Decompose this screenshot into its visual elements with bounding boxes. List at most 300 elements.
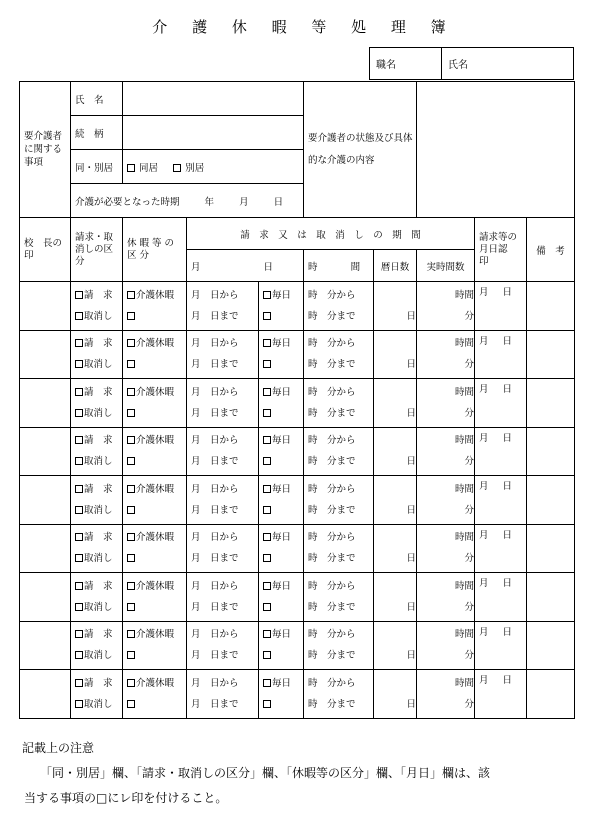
day-header: 日 [263,261,274,273]
other-leave-checkbox[interactable] [127,700,135,708]
request-checkbox[interactable] [75,485,83,493]
leave-row [20,282,575,331]
request-label: 請 求 [84,386,113,398]
rdate-month: 月 [479,481,489,492]
every-day-blank-checkbox[interactable] [263,409,271,417]
every-day-checkbox[interactable] [263,630,271,638]
cancel-label: 取消し [84,601,113,613]
calendar-days-cell[interactable] [374,573,417,622]
other-leave-checkbox[interactable] [127,554,135,562]
care-recipient-section-label: 要介護者に関する事項 [20,82,71,218]
actual-hours-cell[interactable] [417,282,475,331]
request-cancel-cell [71,330,123,379]
request-checkbox[interactable] [75,533,83,541]
care-leave-checkbox[interactable] [127,339,135,347]
calendar-days-cell[interactable] [374,330,417,379]
hours-unit: 時間 [455,580,475,592]
request-date-cell[interactable] [475,573,527,622]
request-cancel-cell [71,524,123,573]
living-options [123,150,304,184]
request-date-header: 請求等の月日認 印 [475,218,527,282]
cancel-label: 取消し [84,650,113,662]
cancel-checkbox[interactable] [75,360,83,368]
days-unit: 日 [406,553,417,565]
care-leave-label: 介護休暇 [136,289,175,301]
date-range-cell[interactable] [187,670,259,719]
to-date: 月 日まで [191,650,239,662]
care-leave-label: 介護休暇 [136,580,175,592]
other-leave-checkbox[interactable] [127,360,135,368]
to-date: 月 日まで [191,407,239,419]
calendar-days-cell[interactable] [374,524,417,573]
care-leave-checkbox[interactable] [127,436,135,444]
to-time: 時 分まで [308,359,356,371]
to-date: 月 日まで [191,601,239,613]
need-period-row [71,184,304,218]
request-date-cell[interactable] [475,330,527,379]
calendar-days-cell[interactable] [374,379,417,428]
every-day-blank-checkbox[interactable] [263,554,271,562]
name-label: 氏 名 [71,82,123,116]
rdate-day: 日 [502,626,513,638]
every-day-checkbox[interactable] [263,291,271,299]
rdate-month: 月 [479,578,489,589]
to-time: 時 分まで [308,504,356,516]
name-field[interactable] [123,82,304,116]
principal-seal-cell[interactable] [20,476,71,525]
principal-seal-cell[interactable] [20,282,71,331]
to-time: 時 分まで [308,407,356,419]
other-leave-checkbox[interactable] [127,506,135,514]
actual-hours-cell[interactable] [417,330,475,379]
request-checkbox[interactable] [75,388,83,396]
actual-hours-cell[interactable] [417,427,475,476]
cancel-checkbox[interactable] [75,409,83,417]
leave-row [20,573,575,622]
living-label: 同・別居 [71,150,123,184]
request-cancel-cell [71,621,123,670]
minutes-unit: 分 [464,359,475,371]
rdate-day: 日 [502,287,513,298]
hours-unit: 時間 [455,629,475,641]
to-date: 月 日まで [191,553,239,565]
minutes-unit: 分 [464,601,475,613]
request-cancel-cell [71,427,123,476]
every-day-blank-checkbox[interactable] [263,457,271,465]
every-day-cell [259,379,304,428]
request-label: 請 求 [84,532,113,544]
from-time: 時 分から [308,386,356,398]
request-cancel-cell [71,282,123,331]
from-date: 月 日から [191,289,239,301]
every-day-blank-checkbox[interactable] [263,651,271,659]
cancel-checkbox[interactable] [75,312,83,320]
date-range-cell[interactable] [187,282,259,331]
cancel-checkbox[interactable] [75,603,83,611]
to-date: 月 日まで [191,504,239,516]
request-checkbox[interactable] [75,630,83,638]
care-leave-label: 介護休暇 [136,677,175,689]
request-label: 請 求 [84,289,113,301]
care-leave-label: 介護休暇 [136,435,175,447]
care-leave-checkbox[interactable] [127,630,135,638]
other-leave-checkbox[interactable] [127,457,135,465]
period-header: 請 求 又 は 取 消 し の 期 間 [187,218,475,250]
leave-row [20,670,575,719]
every-day-cell [259,524,304,573]
principal-seal-cell[interactable] [20,573,71,622]
shokumei-label: 職名 [370,48,442,80]
hour-header: 時 [308,261,318,273]
care-leave-checkbox[interactable] [127,679,135,687]
care-leave-label: 介護休暇 [136,483,175,495]
leave-type-cell [123,379,187,428]
days-unit: 日 [406,504,417,516]
remarks-cell[interactable] [527,573,575,622]
notes-section [22,736,490,811]
cancel-checkbox[interactable] [75,506,83,514]
rdate-day: 日 [502,578,513,589]
request-cancel-header: 請求・取消しの区分 [71,218,123,282]
to-time: 時 分まで [308,698,356,710]
every-day-blank-checkbox[interactable] [263,700,271,708]
every-day-cell [259,282,304,331]
leave-type-cell [123,330,187,379]
calendar-days-cell[interactable] [374,282,417,331]
leave-type-cell [123,573,187,622]
care-leave-checkbox[interactable] [127,533,135,541]
leave-type-cell [123,476,187,525]
time-header [304,250,374,282]
from-time: 時 分から [308,435,356,447]
leave-row [20,427,575,476]
hours-unit: 時間 [455,386,475,398]
request-label: 請 求 [84,435,113,447]
same-living-label: 同居 [139,162,159,174]
from-date: 月 日から [191,629,239,641]
from-time: 時 分から [308,338,356,350]
calendar-days-cell[interactable] [374,427,417,476]
every-day-label: 毎日 [272,483,292,495]
date-range-cell[interactable] [187,379,259,428]
need-day: 日 [273,196,284,208]
every-day-label: 毎日 [272,435,292,447]
cancel-checkbox[interactable] [75,651,83,659]
leave-row [20,330,575,379]
rdate-day: 日 [502,432,513,444]
minutes-unit: 分 [464,456,475,468]
every-day-label: 毎日 [272,580,292,592]
every-day-blank-checkbox[interactable] [263,603,271,611]
every-day-checkbox[interactable] [263,436,271,444]
from-time: 時 分から [308,483,356,495]
date-range-cell[interactable] [187,524,259,573]
date-range-cell[interactable] [187,476,259,525]
request-label: 請 求 [84,677,113,689]
request-checkbox[interactable] [75,582,83,590]
from-time: 時 分から [308,532,356,544]
to-date: 月 日まで [191,310,239,322]
leave-row [20,379,575,428]
remarks-cell[interactable] [527,621,575,670]
to-time: 時 分まで [308,650,356,662]
cancel-label: 取消し [84,359,113,371]
request-label: 請 求 [84,629,113,641]
from-date: 月 日から [191,386,239,398]
actual-hours-header: 実時間数 [417,250,475,282]
every-day-checkbox[interactable] [263,533,271,541]
from-date: 月 日から [191,338,239,350]
remarks-cell[interactable] [527,524,575,573]
minute-header: 間 [350,261,361,273]
every-day-blank-checkbox[interactable] [263,312,271,320]
principal-seal-cell[interactable] [20,330,71,379]
request-date-cell[interactable] [475,282,527,331]
minutes-unit: 分 [464,650,475,662]
remarks-cell[interactable] [527,379,575,428]
time-range-cell[interactable] [304,476,374,525]
hours-unit: 時間 [455,483,475,495]
calendar-days-cell[interactable] [374,476,417,525]
care-leave-checkbox[interactable] [127,291,135,299]
leave-type-cell [123,621,187,670]
rdate-month: 月 [479,675,489,686]
condition-field[interactable] [417,82,575,218]
leave-type-cell [123,427,187,476]
date-range-cell[interactable] [187,427,259,476]
actual-hours-cell[interactable] [417,524,475,573]
days-unit: 日 [406,601,417,613]
request-date-cell[interactable] [475,427,527,476]
request-cancel-cell [71,379,123,428]
time-range-cell[interactable] [304,282,374,331]
time-range-cell[interactable] [304,621,374,670]
leave-rows [20,282,575,719]
every-day-cell [259,427,304,476]
rdate-day: 日 [502,529,513,541]
rdate-month: 月 [479,432,489,444]
need-year: 年 [204,196,215,208]
date-range-cell[interactable] [187,621,259,670]
time-range-cell[interactable] [304,670,374,719]
request-cancel-cell [71,670,123,719]
other-leave-checkbox[interactable] [127,651,135,659]
calendar-days-cell[interactable] [374,621,417,670]
actual-hours-cell[interactable] [417,379,475,428]
hours-unit: 時間 [455,677,475,689]
from-date: 月 日から [191,580,239,592]
every-day-label: 毎日 [272,532,292,544]
minutes-unit: 分 [464,553,475,565]
from-time: 時 分から [308,629,356,641]
principal-seal-header: 校 長の 印 [20,218,71,282]
days-unit: 日 [406,359,417,371]
time-range-cell[interactable] [304,573,374,622]
care-leave-checkbox[interactable] [127,388,135,396]
calendar-days-header: 暦日数 [374,250,417,282]
principal-seal-cell[interactable] [20,621,71,670]
days-unit: 日 [406,456,417,468]
leave-type-cell [123,282,187,331]
remarks-cell[interactable] [527,282,575,331]
every-day-label: 毎日 [272,629,292,641]
days-unit: 日 [406,310,417,322]
page-title: 介 護 休 暇 等 処 理 簿 [152,18,456,36]
request-cancel-cell [71,573,123,622]
remarks-cell[interactable] [527,427,575,476]
remarks-header: 備 考 [527,218,575,282]
days-unit: 日 [406,407,417,419]
cancel-label: 取消し [84,456,113,468]
from-date: 月 日から [191,435,239,447]
remarks-cell[interactable] [527,476,575,525]
relation-label: 続 柄 [71,116,123,150]
rdate-day: 日 [502,384,513,395]
actual-hours-cell[interactable] [417,670,475,719]
notes-heading: 記載上の注意 [22,741,95,755]
from-date: 月 日から [191,677,239,689]
request-label: 請 求 [84,580,113,592]
care-leave-checkbox[interactable] [127,582,135,590]
employee-header-table [369,47,574,80]
time-range-cell[interactable] [304,427,374,476]
days-unit: 日 [406,650,417,662]
rdate-day: 日 [502,335,513,347]
every-day-label: 毎日 [272,289,292,301]
month-day-header [187,250,304,282]
leave-row [20,524,575,573]
actual-hours-cell[interactable] [417,476,475,525]
request-checkbox[interactable] [75,679,83,687]
to-date: 月 日まで [191,359,239,371]
cancel-label: 取消し [84,310,113,322]
care-leave-label: 介護休暇 [136,532,175,544]
every-day-blank-checkbox[interactable] [263,360,271,368]
care-leave-label: 介護休暇 [136,629,175,641]
request-date-cell[interactable] [475,476,527,525]
request-label: 請 求 [84,338,113,350]
request-checkbox[interactable] [75,291,83,299]
principal-seal-cell[interactable] [20,427,71,476]
rdate-day: 日 [502,481,513,492]
to-time: 時 分まで [308,456,356,468]
rdate-month: 月 [479,529,489,541]
hours-unit: 時間 [455,435,475,447]
every-day-blank-checkbox[interactable] [263,506,271,514]
care-leave-label: 介護休暇 [136,386,175,398]
cancel-label: 取消し [84,698,113,710]
care-leave-label: 介護休暇 [136,338,175,350]
every-day-cell [259,621,304,670]
time-range-cell[interactable] [304,524,374,573]
leave-type-header: 休 暇 等 の 区 分 [123,218,187,282]
cancel-label: 取消し [84,553,113,565]
care-leave-checkbox[interactable] [127,485,135,493]
from-time: 時 分から [308,289,356,301]
need-period-label: 介護が必要となった時期 [75,196,180,208]
from-date: 月 日から [191,532,239,544]
other-leave-checkbox[interactable] [127,312,135,320]
to-time: 時 分まで [308,601,356,613]
notes-line-2: 当する事項の□にレ印を付けること。 [24,791,228,805]
cancel-label: 取消し [84,504,113,516]
time-range-cell[interactable] [304,330,374,379]
remarks-cell[interactable] [527,670,575,719]
separate-living-checkbox[interactable] [173,164,181,172]
request-date-cell[interactable] [475,524,527,573]
request-date-cell[interactable] [475,379,527,428]
request-date-cell[interactable] [475,621,527,670]
to-date: 月 日まで [191,456,239,468]
every-day-checkbox[interactable] [263,485,271,493]
every-day-checkbox[interactable] [263,582,271,590]
date-range-cell[interactable] [187,330,259,379]
principal-seal-cell[interactable] [20,524,71,573]
request-cancel-cell [71,476,123,525]
every-day-cell [259,476,304,525]
date-range-cell[interactable] [187,573,259,622]
request-checkbox[interactable] [75,339,83,347]
time-range-cell[interactable] [304,379,374,428]
rdate-month: 月 [479,626,489,638]
every-day-cell [259,330,304,379]
hours-unit: 時間 [455,289,475,301]
leave-row [20,621,575,670]
actual-hours-cell[interactable] [417,621,475,670]
every-day-label: 毎日 [272,338,292,350]
every-day-cell [259,670,304,719]
leave-record-table [19,81,575,719]
minutes-unit: 分 [464,310,475,322]
rdate-month: 月 [479,287,489,298]
minutes-unit: 分 [464,504,475,516]
minutes-unit: 分 [464,698,475,710]
other-leave-checkbox[interactable] [127,603,135,611]
every-day-checkbox[interactable] [263,388,271,396]
shimei-label: 氏名 [442,48,574,80]
request-date-cell[interactable] [475,670,527,719]
remarks-cell[interactable] [527,330,575,379]
every-day-checkbox[interactable] [263,679,271,687]
cancel-checkbox[interactable] [75,554,83,562]
request-label: 請 求 [84,483,113,495]
other-leave-checkbox[interactable] [127,409,135,417]
principal-seal-cell[interactable] [20,670,71,719]
to-date: 月 日まで [191,698,239,710]
same-living-checkbox[interactable] [127,164,135,172]
leave-row [20,476,575,525]
calendar-days-cell[interactable] [374,670,417,719]
request-checkbox[interactable] [75,436,83,444]
cancel-label: 取消し [84,407,113,419]
cancel-checkbox[interactable] [75,457,83,465]
cancel-checkbox[interactable] [75,700,83,708]
leave-type-cell [123,670,187,719]
to-time: 時 分まで [308,553,356,565]
hours-unit: 時間 [455,532,475,544]
relation-field[interactable] [123,116,304,150]
actual-hours-cell[interactable] [417,573,475,622]
every-day-checkbox[interactable] [263,339,271,347]
separate-living-label: 別居 [185,162,205,174]
rdate-month: 月 [479,335,489,347]
to-time: 時 分まで [308,310,356,322]
month-header: 月 [191,261,201,273]
principal-seal-cell[interactable] [20,379,71,428]
rdate-month: 月 [479,384,489,395]
from-date: 月 日から [191,483,239,495]
from-time: 時 分から [308,580,356,592]
